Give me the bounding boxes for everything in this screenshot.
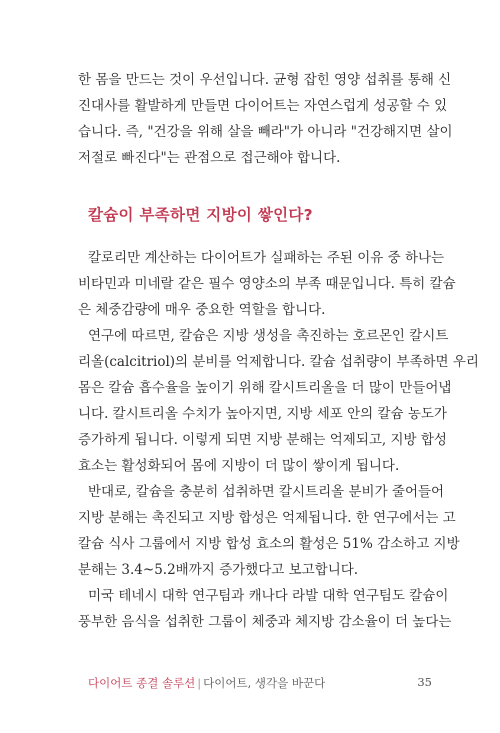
text-line: 지방 분해는 촉진되고 지방 합성은 억제됩니다. 한 연구에서는 고 xyxy=(78,510,456,526)
body-text xyxy=(78,245,479,635)
text-line: 칼슘 식사 그룹에서 지방 합성 효소의 활성은 51% 감소하고 지방 xyxy=(78,536,460,552)
text-line: 몸은 칼슘 흡수율을 높이기 위해 칼시트리올을 더 많이 만들어냅 xyxy=(78,380,452,396)
intro-paragraph xyxy=(78,67,453,171)
text-line: 비타민과 미네랄 같은 필수 영양소의 부족 때문입니다. 특히 칼슘 xyxy=(78,276,456,292)
series-title: 다이어트 종결 솔루션 xyxy=(88,676,196,690)
text-line: 습니다. 즉, "건강을 위해 살을 빼라"가 아니라 "건강해지면 살이 xyxy=(78,124,453,140)
text-line: 저절로 빠진다"는 관점으로 접근해야 합니다. xyxy=(78,150,341,166)
text-line: 풍부한 음식을 섭취한 그룹이 체중과 체지방 감소율이 더 높다는 xyxy=(78,614,452,630)
text-line: 효소는 활성화되어 몸에 지방이 더 많이 쌓이게 됩니다. xyxy=(78,458,400,474)
text-line: 증가하게 됩니다. 이렇게 되면 지방 분해는 억제되고, 지방 합성 xyxy=(78,432,447,448)
section-heading: 칼슘이 부족하면 지방이 쌓인다? xyxy=(88,206,313,224)
text-line: 진대사를 활발하게 만들면 다이어트는 자연스럽게 성공할 수 있 xyxy=(78,98,448,114)
text-line: 리올(calcitriol)의 분비를 억제합니다. 칼슘 섭취량이 부족하면 우리 xyxy=(78,354,479,370)
text-line: 반대로, 칼슘을 충분히 섭취하면 칼시트리올 분비가 줄어들어 xyxy=(88,484,445,500)
book-title: 다이어트, 생각을 바꾼다 xyxy=(203,676,326,690)
text-line: 연구에 따르면, 칼슘은 지방 생성을 촉진하는 호르몬인 칼시트 xyxy=(88,328,449,344)
text-line: 니다. 칼시트리올 수치가 높아지면, 지방 세포 안의 칼슘 농도가 xyxy=(78,406,447,422)
page-number: 35 xyxy=(417,675,432,689)
text-line: 분해는 3.4~5.2배까지 증가했다고 보고합니다. xyxy=(78,562,359,578)
running-footer xyxy=(88,675,432,691)
text-line: 칼로리만 계산하는 다이어트가 실패하는 주된 이유 중 하나는 xyxy=(88,250,445,266)
text-line: 미국 테네시 대학 연구팀과 캐나다 라발 대학 연구팀도 칼슘이 xyxy=(88,588,449,604)
text-line: 한 몸을 만드는 것이 우선입니다. 균형 잡힌 영양 섭취를 통해 신 xyxy=(78,72,452,88)
text-line: 은 체중감량에 매우 중요한 역할을 합니다. xyxy=(78,302,326,318)
footer-separator: | xyxy=(197,676,202,690)
